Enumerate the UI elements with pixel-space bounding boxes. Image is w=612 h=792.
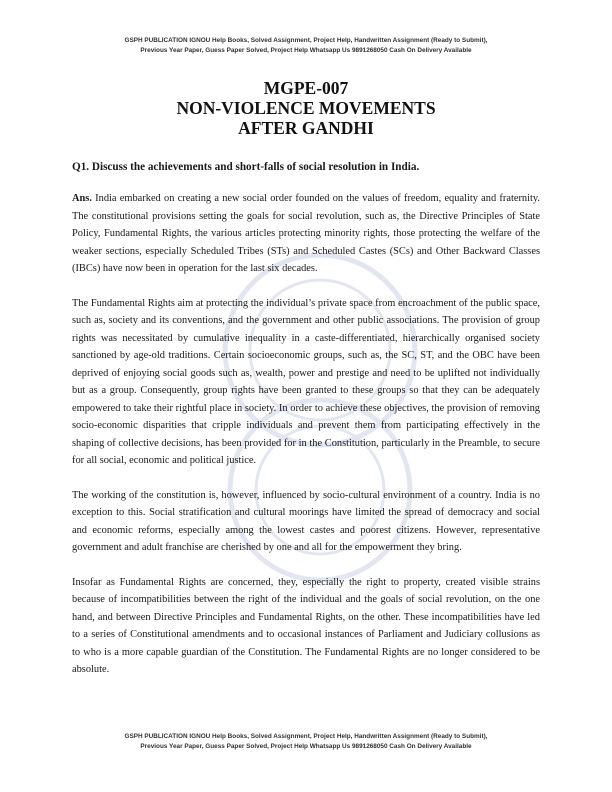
footer-line-2: Previous Year Paper, Guess Paper Solved, Project Help Whatsapp Us 9891268050 Cash On Delivery Available: [140, 743, 472, 750]
answer-paragraph-4: Insofar as Fundamental Rights are concerned, they, especially the right to property, created visible strains because of incompatibilities between the right of the individual and the goals of social revolution, on the one hand, and between Directive Principles and Fundamental Rights, on the other. These incompatibilities have led to a series of Constitutional amendments and to occasional instances of Parliament and Judiciary collusions as to who is a more capable guardian of the Constitution. The Fundamental Rights are no longer considered to be absolute.: [72, 576, 540, 675]
answer-paragraph-1-text: India embarked on creating a new social order founded on the values of freedom, equality and fraternity. The constitutional provisions setting the goals for social revolution, such as, the Directive Principles of State Policy, Fundamental Rights, the various articles protecting minority rights, those protecting the welfare of the weaker sections, especially Scheduled Tribes (STs) and Scheduled Castes (SCs) and Other Backward Classes (IBCs) have now been in operation for the last six decades.: [72, 193, 540, 274]
answer-paragraph-3: The working of the constitution is, however, influenced by socio-cultural environment of a country. India is no exception to this. Social stratification and cultural moorings have limited the spread of democracy and social and economic reforms, especially among the lowest castes and poorest citizens. However, representative government and adult franchise are cherished by one and all for the empowerment they bring.: [72, 489, 540, 553]
answer-paragraph-1: [72, 190, 540, 278]
answer-label: Ans.: [72, 193, 92, 204]
title-block: [0, 78, 612, 138]
course-title-line-2: AFTER GANDHI: [238, 118, 374, 138]
header-line-2: Previous Year Paper, Guess Paper Solved, Project Help Whatsapp Us 9891268050 Cash On Delivery Available: [140, 47, 472, 54]
page-footer: [40, 732, 572, 752]
page-header: [40, 36, 572, 56]
header-line-1: GSPH PUBLICATION IGNOU Help Books, Solved Assignment, Project Help, Handwritten Assignment (Ready to Submit),: [124, 37, 488, 44]
content-body: [72, 160, 540, 696]
question-heading: Q1. Discuss the achievements and short-falls of social resolution in India.: [72, 161, 420, 173]
course-code: MGPE-007: [263, 78, 349, 98]
course-title-line-1: NON-VIOLENCE MOVEMENTS: [176, 98, 436, 118]
answer-paragraph-2: The Fundamental Rights aim at protecting the individual’s private space from encroachment of the public space, such as, society and its conventions, and the government and other public associations. The provision of group rights was necessitated by cumulative inequality in a caste-differentiated, hierarchically organised society sanctioned by age-old traditions. Certain socioeconomic groups, such as, the SC, ST, and the OBC have been deprived of enjoying social goods such as, wealth, power and prestige and need to be uplifted not individually but as a group. Consequently, group rights have been granted to these groups so that they can be adequately empowered to take their rightful place in society. In order to achieve these objectives, the provision of removing socio-economic disparities that cripple individuals and prevent them from participating effectively in the shaping of collective decisions, has been provided for in the Constitution, particularly in the Preamble, to secure for all social, economic and political justice.: [72, 297, 540, 466]
footer-line-1: GSPH PUBLICATION IGNOU Help Books, Solved Assignment, Project Help, Handwritten Assignment (Ready to Submit),: [124, 733, 488, 740]
